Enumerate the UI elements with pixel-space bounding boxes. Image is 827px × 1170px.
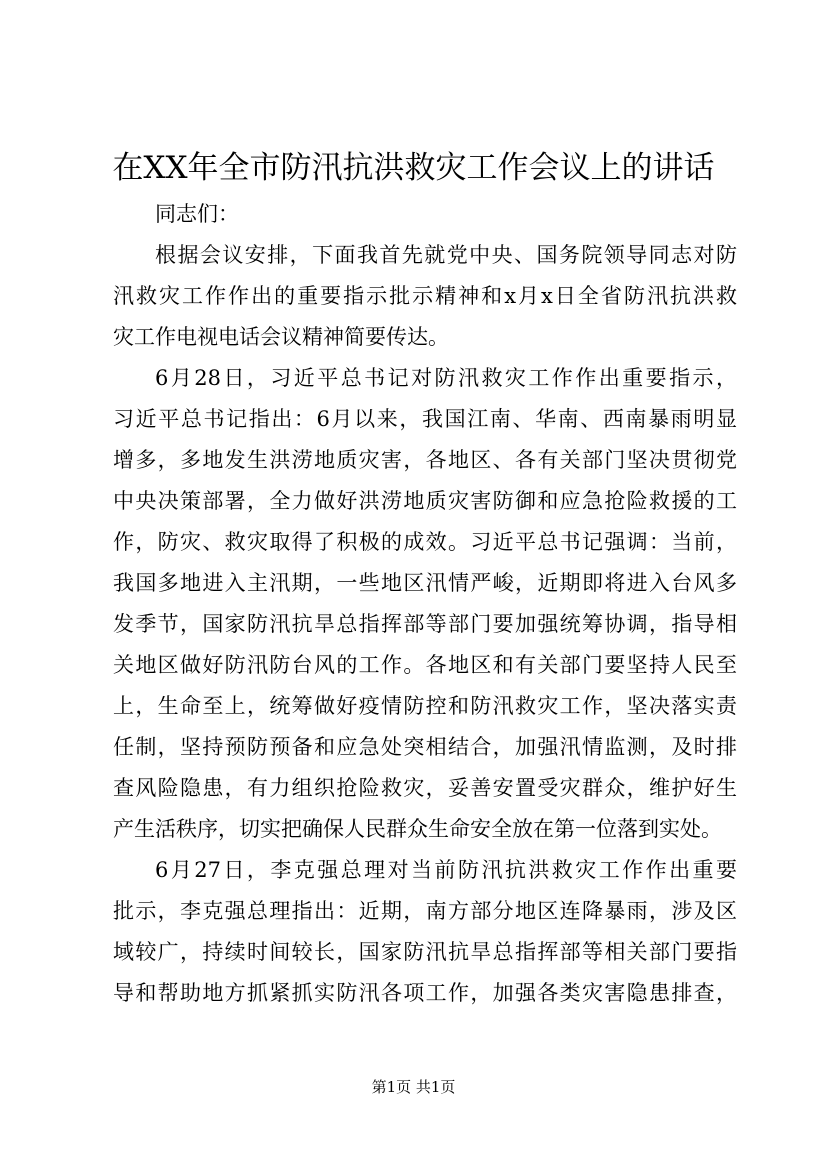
paragraph-line: 查风险隐患，有力组织抢险救灾，妥善安置受灾群众，维护好生 [113, 776, 737, 800]
paragraph-line: 产生活秩序，切实把确保人民群众生命安全放在第一位落到实处。 [113, 817, 722, 841]
paragraph-line: 汛救灾工作作出的重要指示批示精神和x月x日全省防汛抗洪救 [113, 284, 737, 308]
paragraph-line: 灾工作电视电话会议精神简要传达。 [113, 325, 449, 349]
paragraph-line: 根据会议安排，下面我首先就党中央、国务院领导同志对防 [155, 243, 737, 267]
paragraph-line: 域较广，持续时间较长，国家防汛抗旱总指挥部等相关部门要指 [113, 940, 737, 964]
paragraph-line: 6月27日，李克强总理对当前防汛抗洪救灾工作作出重要 [155, 858, 737, 882]
paragraph-line: 作，防灾、救灾取得了积极的成效。习近平总书记强调：当前， [113, 530, 737, 554]
salutation: 同志们： [155, 202, 239, 226]
paragraph-line: 增多，多地发生洪涝地质灾害，各地区、各有关部门坚决贯彻党 [113, 448, 737, 472]
page-number-footer: 第1页 共1页 [371, 1078, 456, 1096]
paragraph-line: 关地区做好防汛防台风的工作。各地区和有关部门要坚持人民至 [113, 653, 737, 677]
paragraph-line: 任制，坚持预防预备和应急处突相结合，加强汛情监测，及时排 [113, 735, 737, 759]
document-title: 在XX年全市防汛抗洪救灾工作会议上的讲话 [112, 150, 715, 186]
paragraph-line: 习近平总书记指出：6月以来，我国江南、华南、西南暴雨明显 [113, 407, 737, 431]
document-body [113, 194, 737, 1014]
paragraph-line: 批示，李克强总理指出：近期，南方部分地区连降暴雨，涉及区 [113, 899, 737, 923]
paragraph-line: 我国多地进入主汛期，一些地区汛情严峻，近期即将进入台风多 [113, 571, 737, 595]
paragraph-line: 导和帮助地方抓紧抓实防汛各项工作，加强各类灾害隐患排查， [113, 981, 737, 1005]
paragraph-line: 中央决策部署，全力做好洪涝地质灾害防御和应急抢险救援的工 [113, 489, 737, 513]
paragraph-line: 发季节，国家防汛抗旱总指挥部等部门要加强统筹协调，指导相 [113, 612, 737, 636]
paragraph-line: 6月28日，习近平总书记对防汛救灾工作作出重要指示， [155, 366, 737, 390]
paragraph-line: 上，生命至上，统筹做好疫情防控和防汛救灾工作，坚决落实责 [113, 694, 737, 718]
